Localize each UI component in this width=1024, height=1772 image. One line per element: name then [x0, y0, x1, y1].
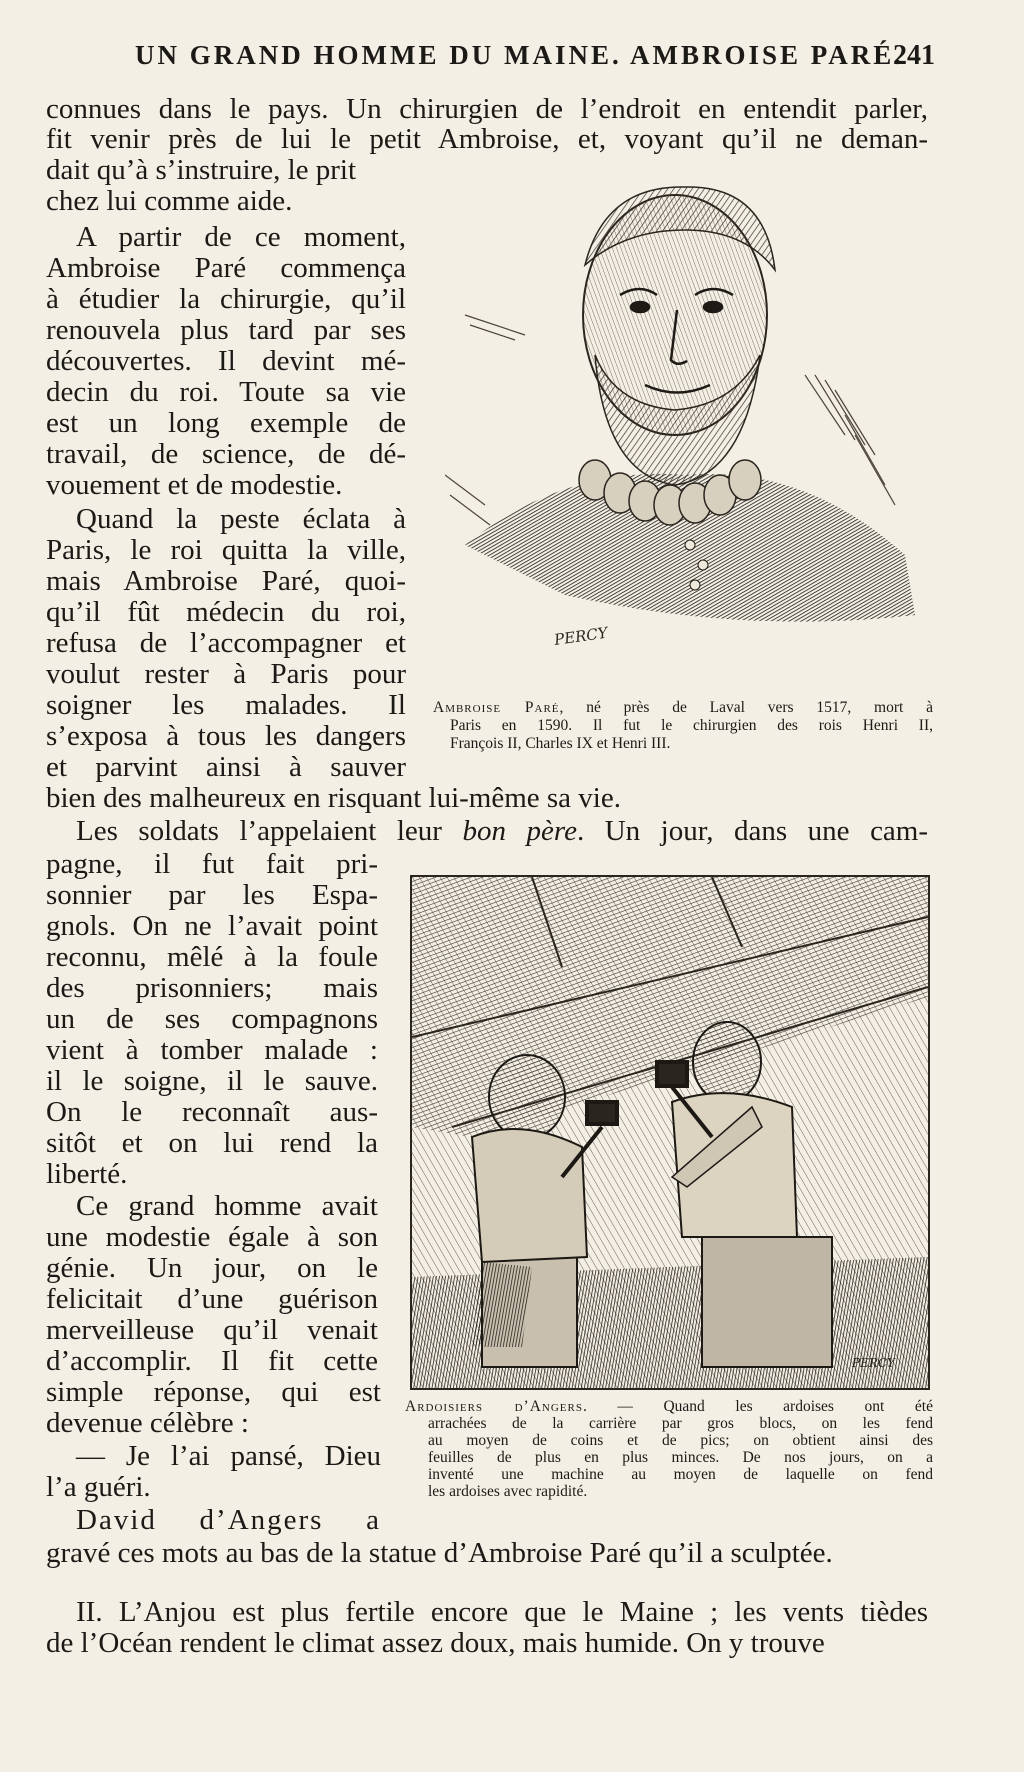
text-line: vouement et de modestie.: [46, 469, 343, 501]
slate-caption-line: au moyen de coins et de pics; on obtient ainsi des: [428, 1432, 933, 1449]
text-line: de l’Océan rendent le climat assez doux, mais humide. On y trouve: [46, 1627, 825, 1659]
text-line: soigner les malades. Il: [46, 689, 406, 721]
text-line: chez lui comme aide.: [46, 185, 293, 217]
engraver-signature: PERCY: [553, 623, 609, 649]
slate-caption-line: les ardoises avec rapidité.: [428, 1483, 588, 1500]
text-line: découvertes. Il devint mé-: [46, 345, 406, 377]
text-line: mais Ambroise Paré, quoi-: [46, 565, 406, 597]
text-line: A partir de ce moment,: [76, 221, 406, 253]
slate-workers-figure: [410, 875, 930, 1390]
text-line: Paris, le roi quitta la ville,: [46, 534, 406, 566]
text-line: pagne, il fut fait pri-: [46, 848, 378, 880]
slate-caption-line: arrachées de la carrière par gros blocs, on les fend: [428, 1415, 933, 1432]
text-line: une modestie égale à son: [46, 1221, 378, 1253]
text-line: felicitait d’une guérison: [46, 1283, 378, 1315]
text-line: dait qu’à s’instruire, le prit: [46, 154, 357, 186]
text-line: voulut rester à Paris pour: [46, 658, 406, 690]
engraver-signature: PERCY: [852, 1356, 895, 1370]
text-line: à étudier la chirurgie, qu’il: [46, 283, 406, 315]
page-number: 241: [893, 40, 935, 71]
caption-text: , né près de Laval vers 1517, mort à: [559, 699, 933, 716]
text-line: travail, de science, de dé-: [46, 438, 406, 470]
text-line: connues dans le pays. Un chirurgien de l’endroit en entendit parler,: [46, 93, 928, 125]
text-line: Ce grand homme avait: [76, 1190, 378, 1222]
text-line: génie. Un jour, on le: [46, 1252, 378, 1284]
text-line: s’exposa à tous les dangers: [46, 720, 406, 752]
text-run: . Un jour, dans une cam-: [576, 815, 929, 847]
slate-workers-engraving: [412, 877, 928, 1388]
text-line: et parvint ainsi à sauver: [46, 751, 406, 783]
text-line: l’a guéri.: [46, 1471, 151, 1503]
text-line: David d’Angers a: [76, 1504, 381, 1536]
text-line: On le reconnaît aus-: [46, 1096, 378, 1128]
caption-text: . — Quand les ardoises ont été: [582, 1398, 933, 1415]
caption-lead: Ambroise Paré: [433, 699, 560, 716]
text-line: fit venir près de lui le petit Ambroise, et, voyant qu’il ne deman-: [46, 123, 928, 155]
portrait-figure: [445, 175, 930, 695]
text-line: il le soigne, il le sauve.: [46, 1065, 378, 1097]
text-line: decin du roi. Toute sa vie: [46, 376, 406, 408]
text-line: des prisonniers; mais: [46, 972, 378, 1004]
text-line: reconnu, mêlé à la foule: [46, 941, 378, 973]
slate-caption-line: [405, 1398, 933, 1415]
portrait-caption-line: Paris en 1590. Il fut le chirurgien des rois Henri II,: [450, 717, 933, 734]
text-line: gnols. On ne l’avait point: [46, 910, 378, 942]
text-line: qu’il fût médecin du roi,: [46, 596, 406, 628]
caption-lead: Ardoisiers d’Angers: [405, 1398, 583, 1415]
text-line: gravé ces mots au bas de la statue d’Ambroise Paré qu’il a sculptée.: [46, 1537, 833, 1569]
slate-caption-line: feuilles de plus en plus minces. De nos jours, on a: [428, 1449, 933, 1466]
text-line: simple réponse, qui est: [46, 1376, 381, 1408]
text-line: un de ses compagnons: [46, 1003, 378, 1035]
text-line: sonnier par les Espa-: [46, 879, 378, 911]
text-line: devenue célèbre :: [46, 1407, 249, 1439]
text-line: renouvela plus tard par ses: [46, 314, 406, 346]
text-line: merveilleuse qu’il venait: [46, 1314, 378, 1346]
text-line: liberté.: [46, 1158, 128, 1190]
text-line: refusa de l’accompagner et: [46, 627, 406, 659]
slate-block: [702, 1237, 832, 1367]
text-line: Quand la peste éclata à: [76, 503, 406, 535]
text-line: sitôt et on lui rend la: [46, 1127, 378, 1159]
text-line: [46, 815, 928, 847]
portrait-caption-line: [433, 699, 933, 716]
portrait-caption-line: François II, Charles IX et Henri III.: [450, 735, 671, 752]
text-line: II. L’Anjou est plus fertile encore que le Maine ; les vents tièdes: [76, 1596, 928, 1628]
text-line: est un long exemple de: [46, 407, 406, 439]
running-title: UN GRAND HOMME DU MAINE. AMBROISE PARÉ.: [135, 40, 904, 70]
text-line: — Je l’ai pansé, Dieu: [76, 1440, 381, 1472]
slate-caption-line: inventé une machine au moyen de laquelle on fend: [428, 1466, 933, 1483]
text-line: Ambroise Paré commença: [46, 252, 406, 284]
text-line: d’accomplir. Il fit cette: [46, 1345, 378, 1377]
running-header: [0, 40, 1024, 80]
text-line: bien des malheureux en risquant lui-même sa vie.: [46, 782, 621, 814]
emphasis-text: bon père: [462, 815, 577, 847]
text-run: Les soldats l’appelaient leur: [76, 815, 463, 847]
text-line: vient à tomber malade :: [46, 1034, 378, 1066]
portrait-engraving: [445, 175, 930, 695]
